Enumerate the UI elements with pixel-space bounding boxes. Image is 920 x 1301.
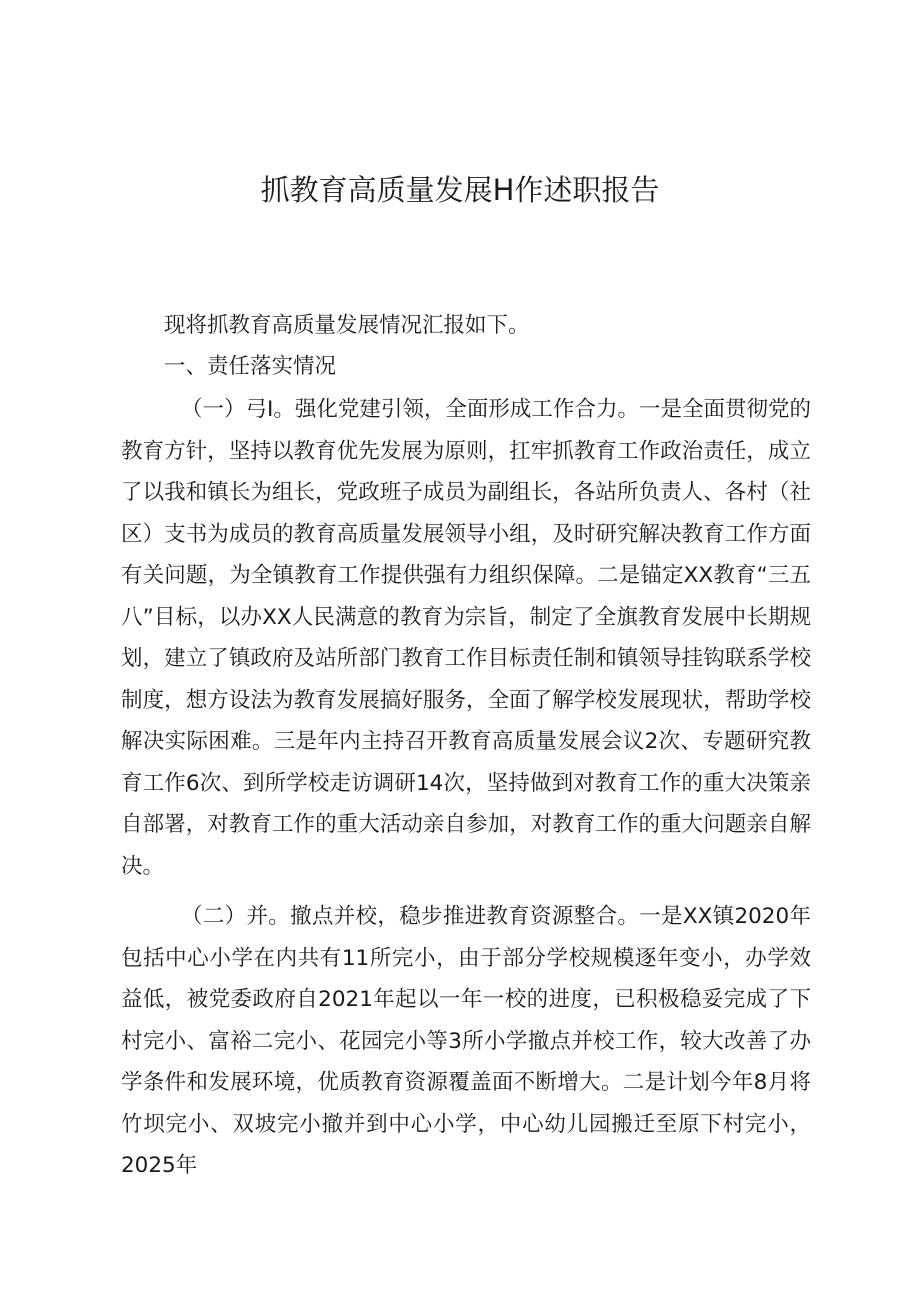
paragraph-school-consolidation: （二）并。撤点并校，稳步推进教育资源整合。一是XX镇2020年包括中心小学在内共有11所完小，由于部分学校规模逐年变小，办学效益低，被党委政府自2021年起以一年一校的进度，已积极稳妥完成了下村完小、富裕二完小、花园完小等3所小学撤点并校工作，较大改善了办学条件和发展环境，优质教育资源覆盖面不断增大。二是计划今年8月将竹坝完小、双坡完小撤并到中心小学，中心幼儿园搬迁至原下村完小，2025年: [121, 904, 811, 1178]
document-title: 抓教育高质量发展H作述职报告: [260, 173, 660, 207]
paragraph-party-leadership: （一）弓I。强化党建引领，全面形成工作合力。一是全面贯彻党的教育方针，坚持以教育优先发展为原则，扛牢抓教育工作政治责任，成立了以我和镇长为组长，党政班子成员为副组长，各站所负责人、各村（社区）支书为成员的教育高质量发展领导小组，及时研究解决教育工作方面有关问题，为全镇教育工作提供强有力组织保障。二是锚定XX教育“三五八”目标，以办XX人民满意的教育为宗旨，制定了全旗教育发展中长期规划，建立了镇政府及站所部门教育工作目标责任制和镇领导挂钩联系学校制度，想方设法为教育发展搞好服务，全面了解学校发展现状，帮助学校解决实际困难。三是年内主持召开教育高质量发展会议2次、专题研究教育工作6次、到所学校走访调研14次，坚持做到对教育工作的重大决策亲自部署，对教育工作的重大活动亲自参加，对教育工作的重大问题亲自解决。: [121, 397, 811, 879]
section-heading: 一、责任落实情况: [164, 354, 337, 379]
intro-paragraph: 现将抓教育高质量发展情况汇报如下。: [164, 313, 530, 338]
